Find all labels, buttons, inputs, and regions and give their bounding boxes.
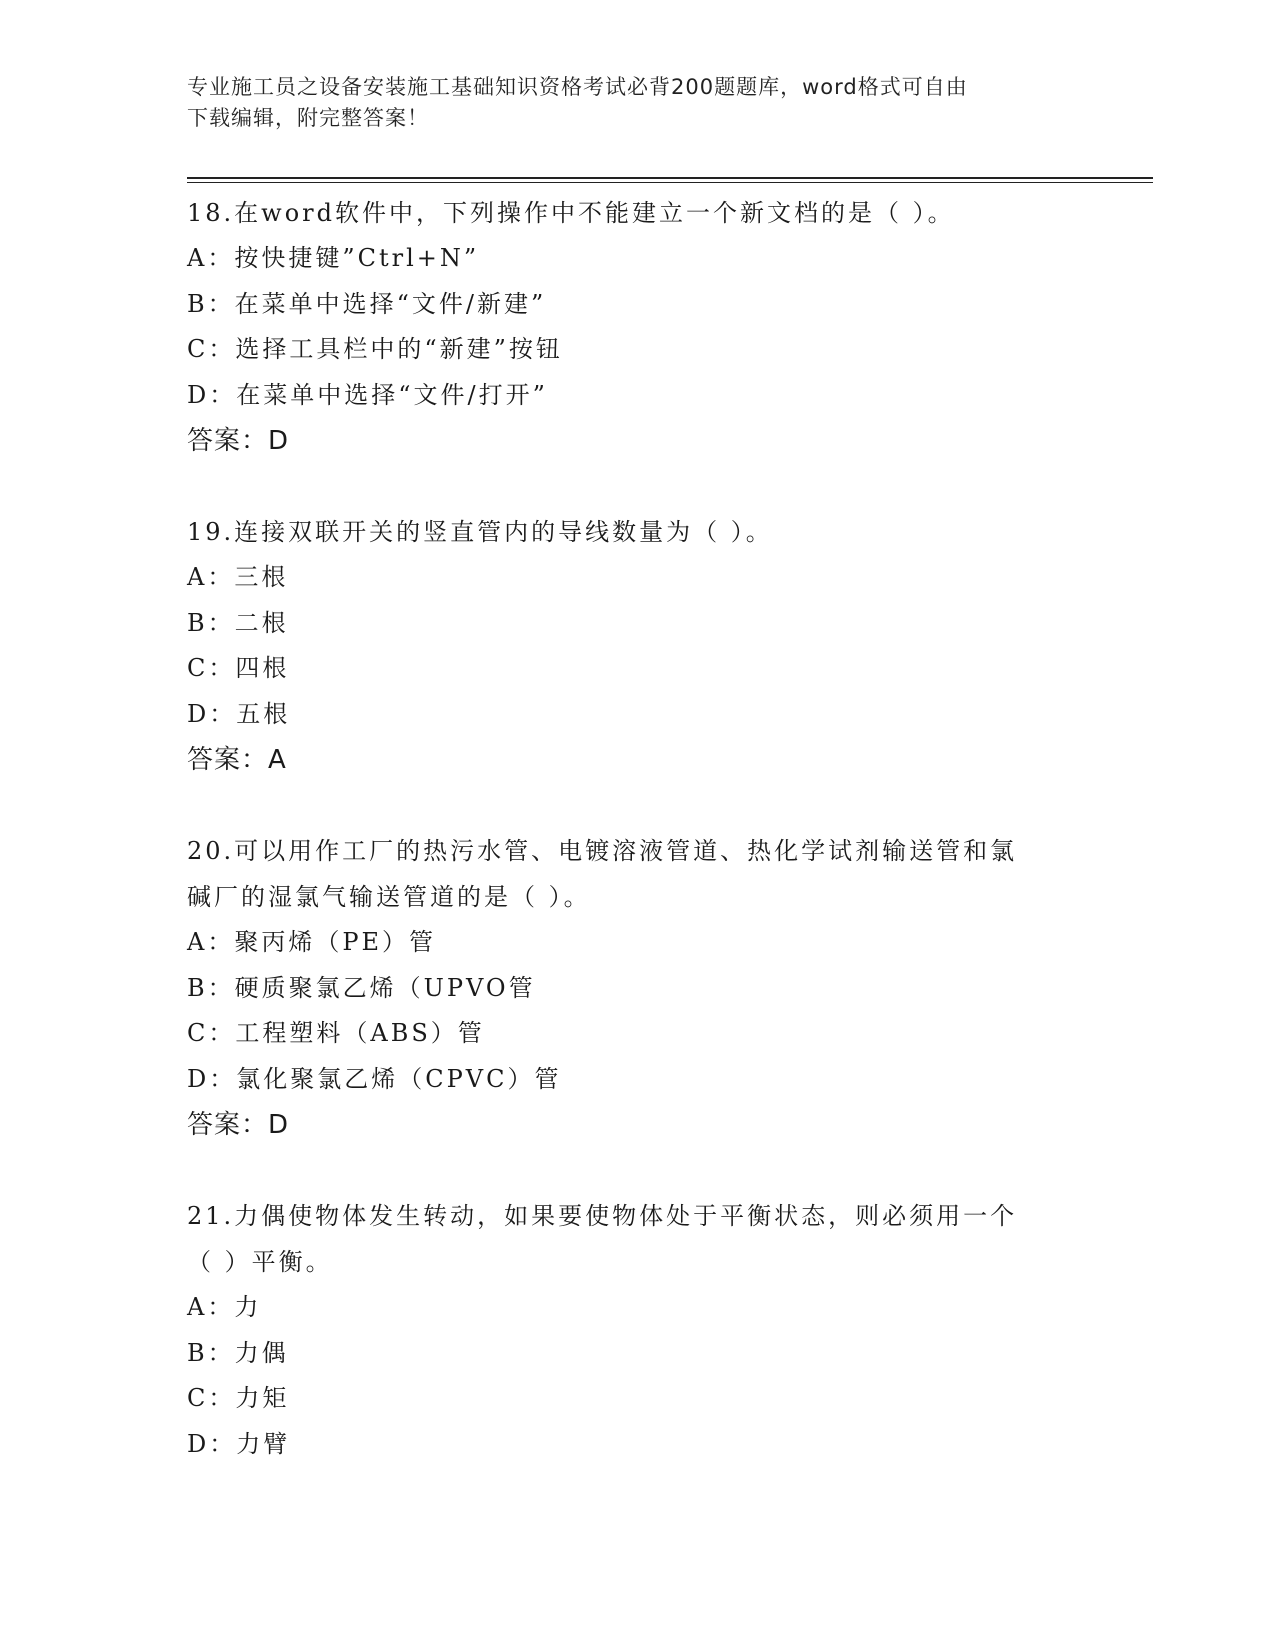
question-text-line-1: 21.力偶使物体发生转动，如果要使物体处于平衡状态，则必须用一个 [187, 1202, 1018, 1230]
question-19 [187, 509, 1087, 783]
question-list [187, 190, 1087, 1512]
answer: 答案：A [187, 745, 287, 775]
option-a: A：三根 [187, 563, 289, 591]
option-b: B：二根 [187, 608, 289, 637]
page-header [187, 72, 1067, 134]
option-b: B：力偶 [187, 1338, 289, 1367]
question-21 [187, 1193, 1087, 1467]
question-text-line-2: 碱厂的湿氯气输送管道的是（ ）。 [187, 883, 591, 911]
option-a: A：按快捷键”Ctrl+N” [187, 244, 480, 272]
option-c: C：工程塑料（ABS）管 [187, 1019, 485, 1047]
question-20 [187, 828, 1087, 1148]
option-c: C：四根 [187, 654, 290, 682]
option-c: C：选择工具栏中的“新建”按钮 [187, 335, 563, 363]
option-b: B：硬质聚氯乙烯（UPVO管 [187, 973, 536, 1002]
question-text: 18.在word软件中，下列操作中不能建立一个新文档的是（ ）。 [187, 199, 955, 227]
header-line-1: 专业施工员之设备安装施工基础知识资格考试必背200题题库，word格式可自由 [187, 75, 968, 99]
option-d: D：在菜单中选择“文件/打开” [187, 380, 548, 409]
option-c: C：力矩 [187, 1384, 290, 1412]
option-b: B：在菜单中选择“文件/新建” [187, 289, 547, 318]
question-text-line-2: （ ）平衡。 [187, 1248, 333, 1276]
option-d: D：五根 [187, 699, 291, 728]
answer: 答案：D [187, 1110, 290, 1140]
option-a: A：聚丙烯（PE）管 [187, 928, 436, 956]
question-text: 19.连接双联开关的竖直管内的导线数量为（ ）。 [187, 518, 773, 546]
option-d: D：力臂 [187, 1429, 291, 1458]
option-d: D：氯化聚氯乙烯（CPVC）管 [187, 1064, 562, 1093]
question-18 [187, 190, 1087, 464]
header-line-2: 下载编辑，附完整答案！ [187, 106, 429, 130]
question-text-line-1: 20.可以用作工厂的热污水管、电镀溶液管道、热化学试剂输送管和氯 [187, 837, 1018, 865]
answer: 答案：D [187, 426, 290, 456]
header-divider [187, 177, 1153, 183]
option-a: A：力 [187, 1293, 262, 1321]
